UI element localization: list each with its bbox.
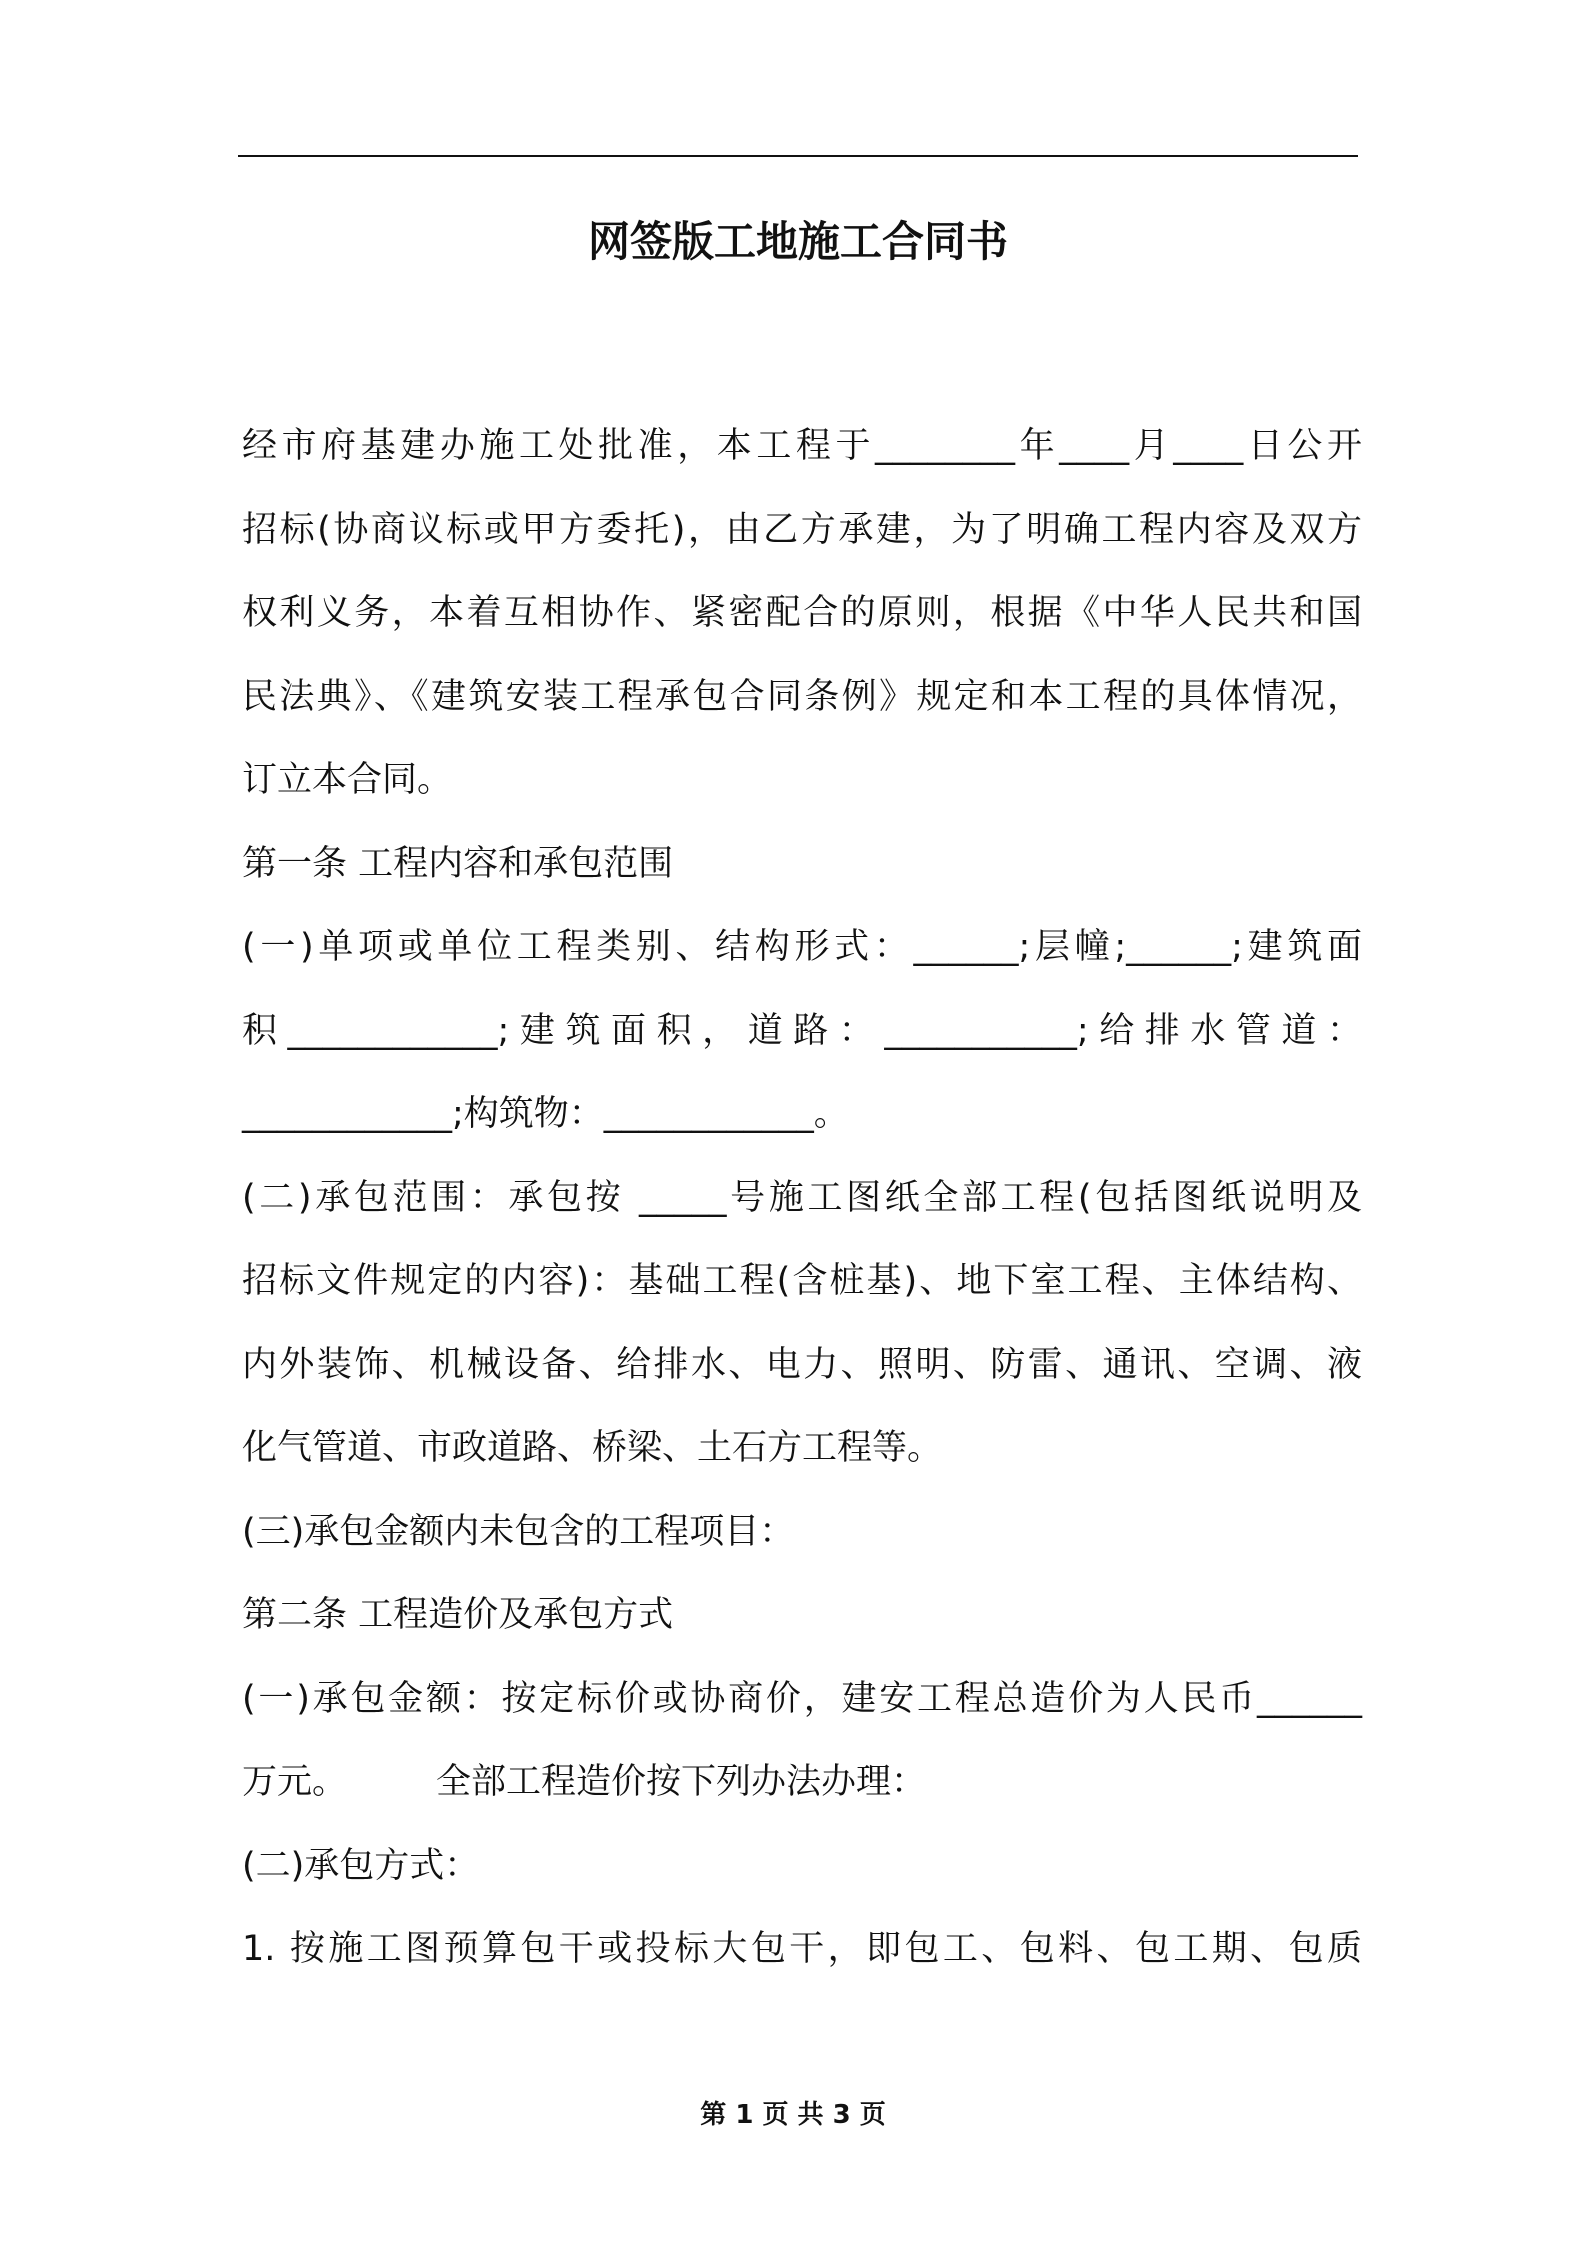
header-rule: [238, 155, 1358, 157]
paragraph-line: 1. 按施工图预算包干或投标大包干，即包工、包料、包工期、包质: [242, 1929, 1362, 1969]
paragraph-line: 订立本合同。: [242, 760, 453, 800]
paragraph-line: 积____________;建筑面积，道路：___________;给排水管道：: [242, 1010, 1362, 1051]
paragraph-line: (二)承包范围：承包按 _____号施工图纸全部工程(包括图纸说明及: [242, 1177, 1362, 1218]
paragraph-line: (一)单项或单位工程类别、结构形式：______;层幢;______;建筑面: [242, 927, 1362, 967]
paragraph-line: (一)承包金额：按定标价或协商价，建安工程总造价为人民币______: [242, 1678, 1362, 1719]
paragraph-line: (二)承包方式：: [242, 1845, 480, 1886]
paragraph-line: 化气管道、市政道路、桥梁、土石方工程等。: [242, 1428, 943, 1468]
section-heading: 第二条 工程造价及承包方式: [242, 1595, 674, 1635]
document-body: [242, 405, 1362, 1992]
paragraph-line: 招标文件规定的内容)：基础工程(含桩基)、地下室工程、主体结构、: [242, 1261, 1362, 1301]
paragraph-line: ____________;构筑物：____________。: [242, 1094, 849, 1134]
paragraph-line: 招标(协商议标或甲方委托)，由乙方承建，为了明确工程内容及双方: [242, 509, 1362, 550]
paragraph-line: 经市府基建办施工处批准，本工程于________年____月____日公开: [242, 426, 1362, 466]
document-title: 网签版工地施工合同书: [587, 217, 1008, 266]
page-number: 第 1 页 共 3 页: [700, 2100, 886, 2130]
paragraph-line: 权利义务，本着互相协作、紧密配合的原则，根据《中华人民共和国: [242, 593, 1362, 633]
paragraph-line: (三)承包金额内未包含的工程项目：: [242, 1511, 795, 1552]
paragraph-line: 民法典》、《建筑安装工程承包合同条例》规定和本工程的具体情况，: [242, 676, 1362, 717]
paragraph-line: 内外装饰、机械设备、给排水、电力、照明、防雷、通讯、空调、液: [242, 1344, 1362, 1385]
paragraph-line: 万元。 全部工程造价按下列办法办理：: [242, 1762, 927, 1802]
section-heading: 第一条 工程内容和承包范围: [242, 843, 674, 884]
